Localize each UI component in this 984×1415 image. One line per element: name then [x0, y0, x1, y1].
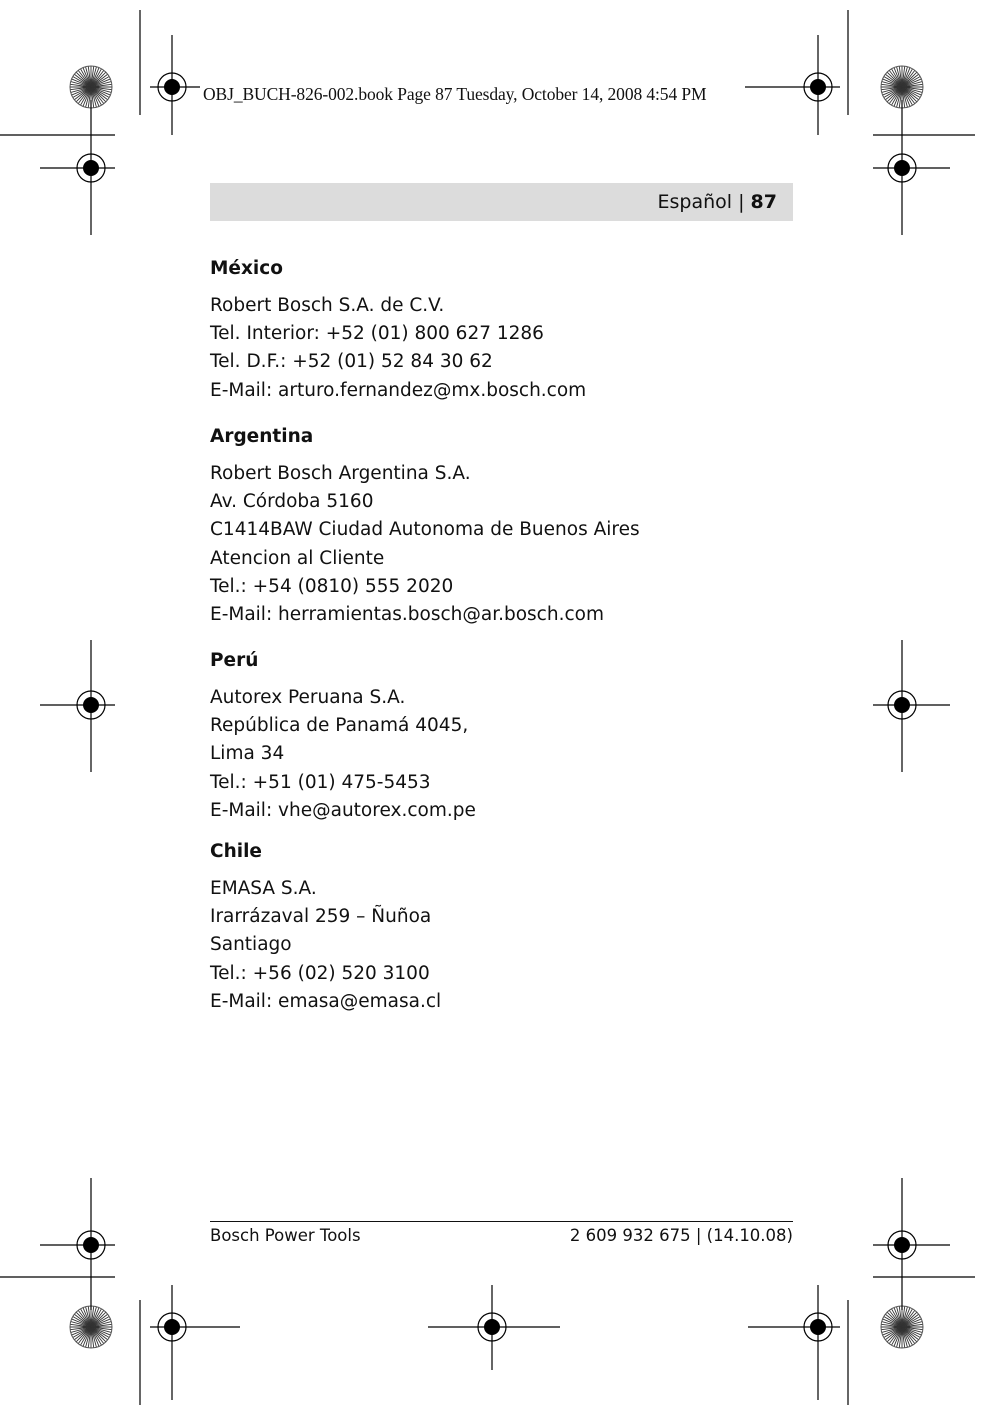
- crosshair-dot: [894, 160, 910, 176]
- section-mexico: [210, 255, 586, 405]
- address-line: Av. Córdoba 5160: [210, 491, 374, 513]
- crosshair-dot: [810, 79, 826, 95]
- section-title: Chile: [210, 841, 262, 862]
- section-chile: [210, 838, 441, 1016]
- email-line: E-Mail: emasa@emasa.cl: [210, 990, 442, 1012]
- address-line: C1414BAW Ciudad Autonoma de Buenos Aires: [210, 519, 640, 541]
- email-line: E-Mail: herramientas.bosch@ar.bosch.com: [210, 604, 604, 626]
- section-title: México: [210, 258, 283, 279]
- page-header: [657, 191, 777, 213]
- address-line: Autorex Peruana S.A.: [210, 687, 406, 708]
- footer-doc-number: 2 609 932 675 | (14.10.08): [569, 1226, 793, 1245]
- header-language: Español: [657, 191, 733, 213]
- section-title: Perú: [210, 650, 259, 671]
- section-title: Argentina: [210, 426, 314, 447]
- address-line: Lima 34: [210, 743, 285, 765]
- section-peru: [210, 647, 476, 825]
- crosshair-dot: [83, 160, 99, 176]
- address-line: Tel.: +56 (02) 520 3100: [210, 962, 430, 984]
- address-line: Irarrázaval 259 – Ñuñoa: [210, 906, 432, 928]
- address-line: Atencion al Cliente: [210, 547, 385, 569]
- crosshair-dot: [164, 79, 180, 95]
- address-line: Tel. D.F.: +52 (01) 52 84 30 62: [210, 351, 493, 373]
- crosshair-dot: [484, 1319, 500, 1335]
- crosshair-dot: [164, 1319, 180, 1335]
- crosshair-dot: [810, 1319, 826, 1335]
- footer-brand: Bosch Power Tools: [210, 1226, 361, 1245]
- header-separator: |: [738, 191, 745, 213]
- section-argentina: [210, 423, 640, 629]
- address-line: República de Panamá 4045,: [210, 715, 469, 737]
- address-line: Tel.: +51 (01) 475-5453: [210, 771, 431, 793]
- page-header-band: [210, 183, 793, 221]
- email-line: E-Mail: arturo.fernandez@mx.bosch.com: [210, 379, 587, 401]
- crosshair-dot: [83, 1237, 99, 1253]
- address-line: Tel. Interior: +52 (01) 800 627 1286: [210, 323, 544, 345]
- address-line: Robert Bosch Argentina S.A.: [210, 463, 471, 484]
- print-slug: OBJ_BUCH-826-002.book Page 87 Tuesday, October 14, 2008 4:54 PM: [203, 84, 707, 104]
- crosshair-dot: [83, 697, 99, 713]
- address-line: Tel.: +54 (0810) 555 2020: [210, 575, 454, 597]
- page-number: 87: [750, 191, 777, 213]
- crosshair-dot: [894, 1237, 910, 1253]
- address-line: Robert Bosch S.A. de C.V.: [210, 295, 445, 316]
- footer-rule: [210, 1221, 793, 1222]
- address-line: EMASA S.A.: [210, 878, 317, 899]
- address-line: Santiago: [210, 934, 292, 956]
- email-line: E-Mail: vhe@autorex.com.pe: [210, 799, 476, 821]
- crosshair-dot: [894, 697, 910, 713]
